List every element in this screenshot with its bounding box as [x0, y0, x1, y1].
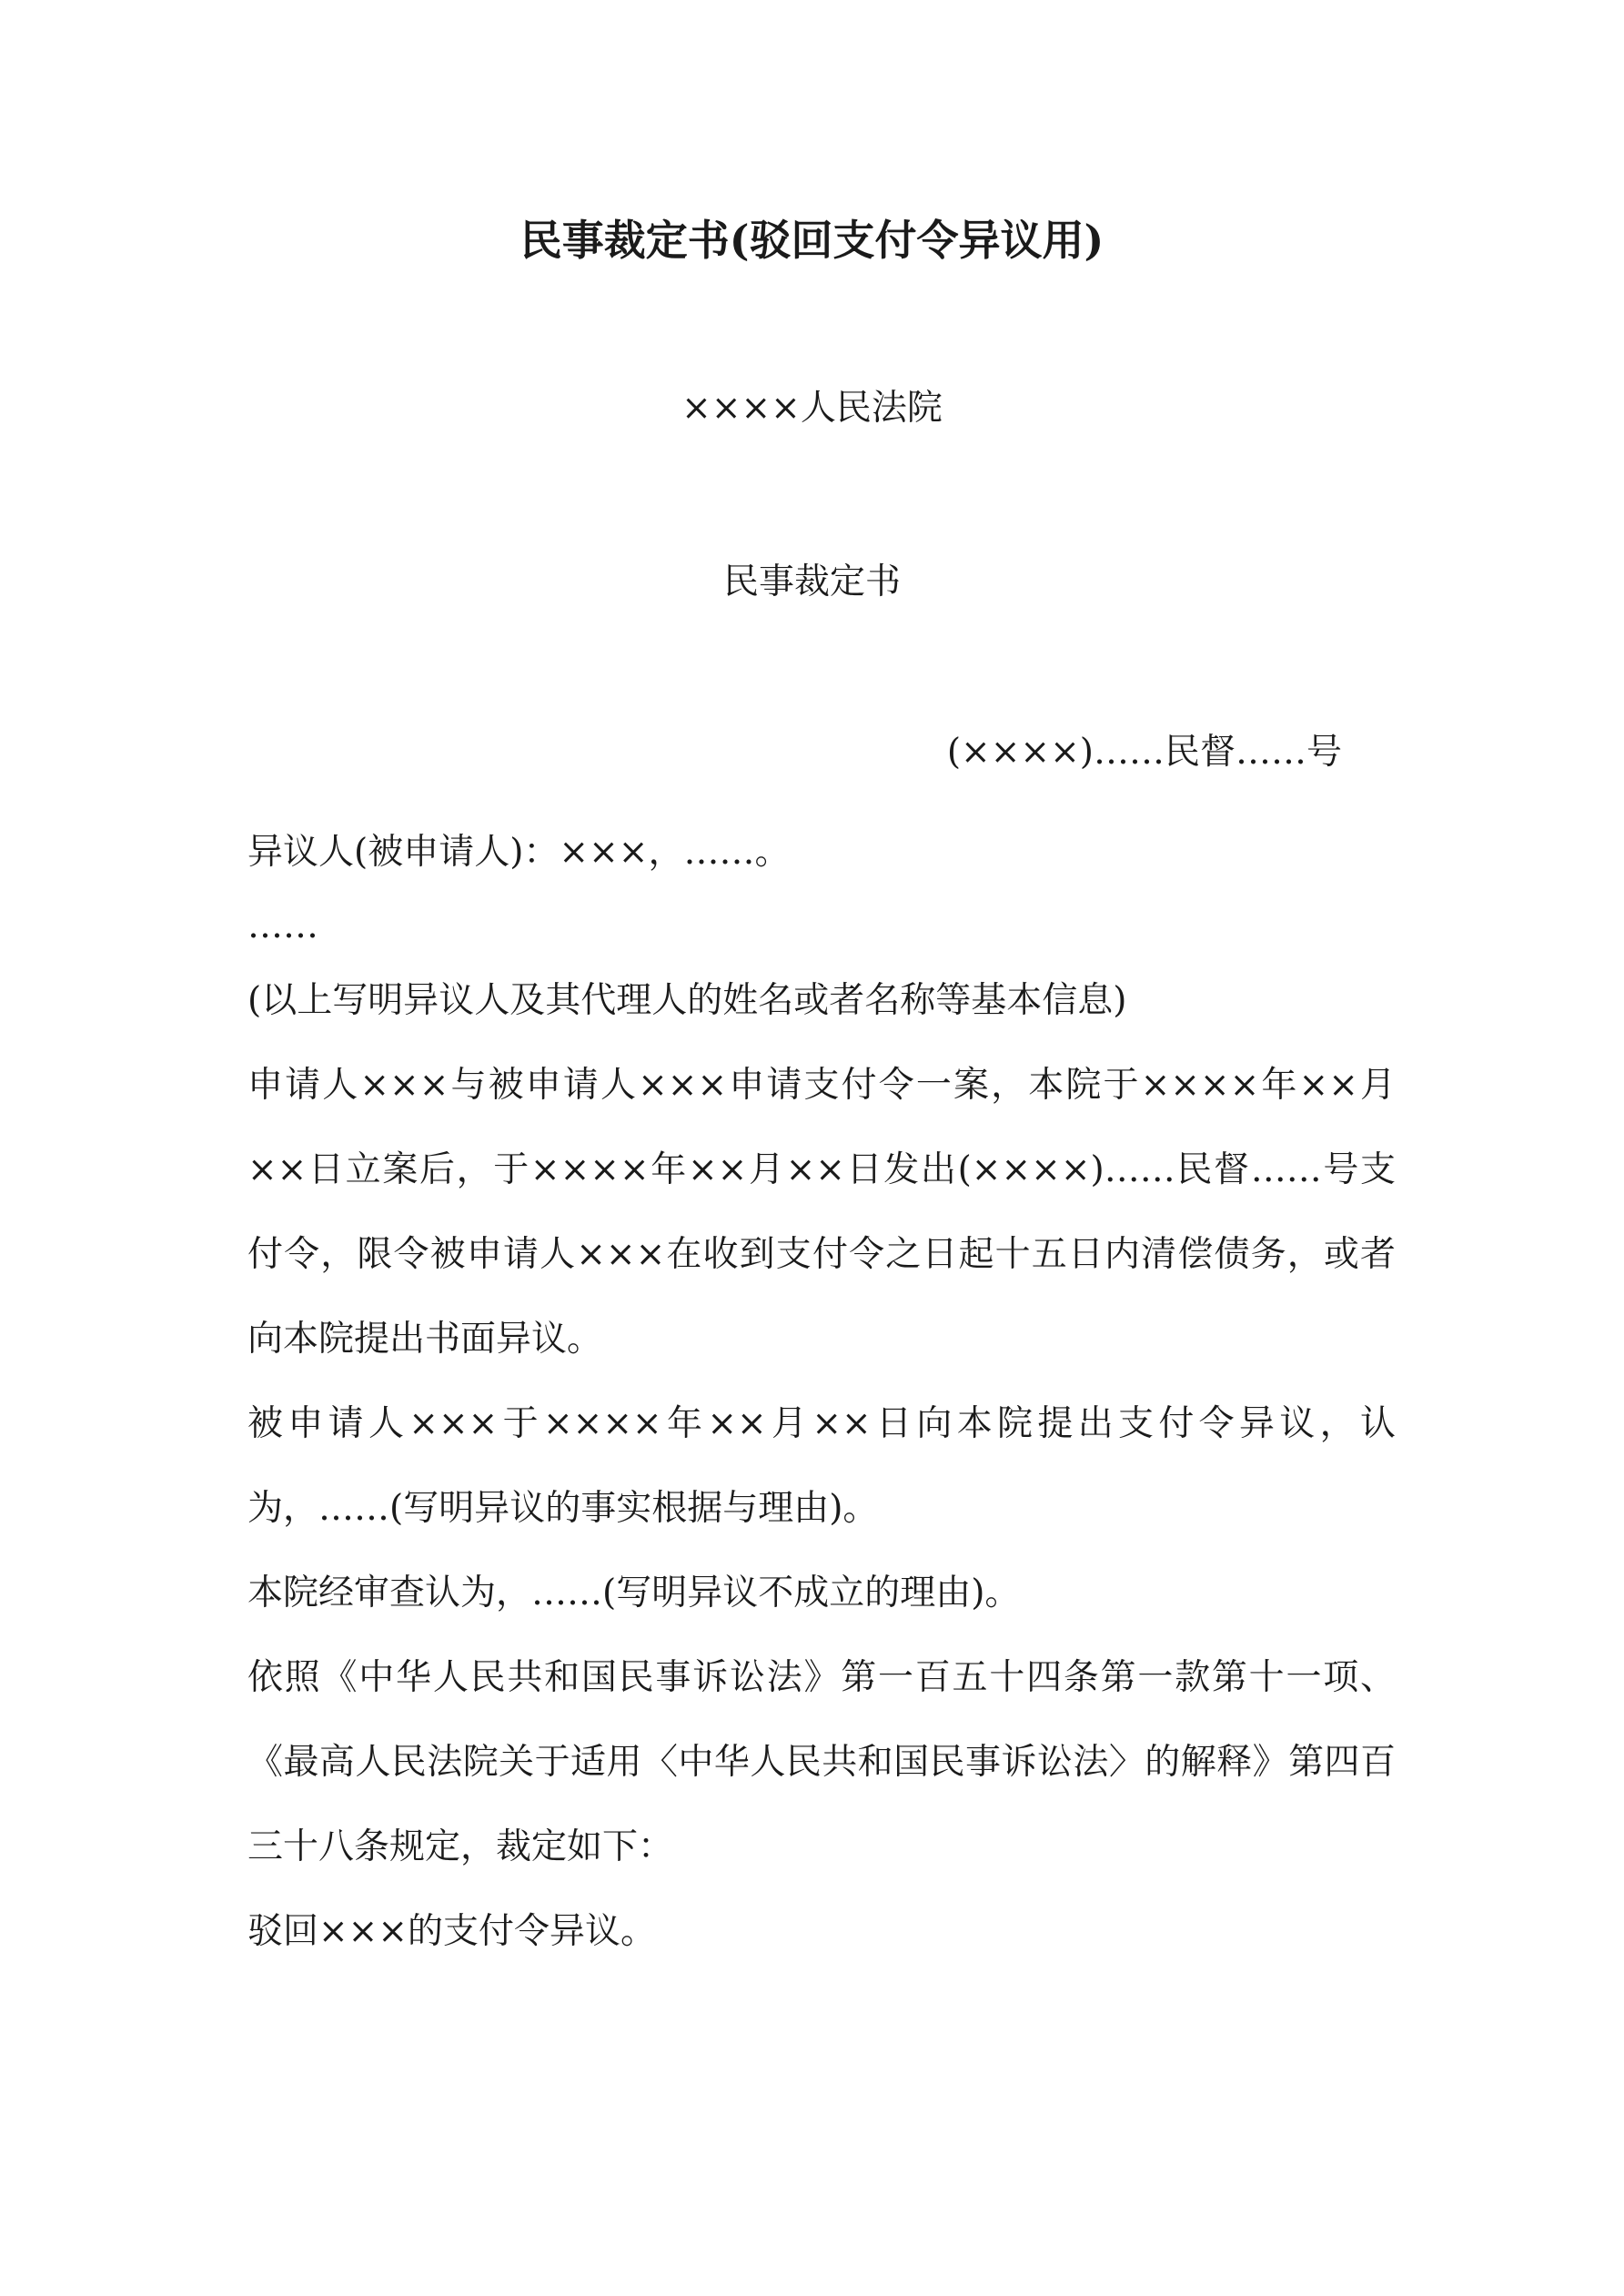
paragraph-court-finding: 本院经审查认为，……(写明异议不成立的理由)。: [247, 1573, 1021, 1613]
document-title: 民事裁定书(驳回支付令异议用): [519, 216, 1105, 265]
document-subtitle: 民事裁定书: [722, 561, 901, 602]
paragraph-info-note: (以上写明异议人及其代理人的姓名或者名称等基本信息): [247, 980, 1127, 1021]
paragraph-ellipsis: ……: [247, 905, 318, 946]
paragraph-case-background: 申请人×××与被申请人×××申请支付令一案，本院于××××年××月××日立案后，于××××年××月××日发出(××××)……民督……号支付令，限令被申请人×××在收到支付令之日起十五日内清偿债务，或者向本院提出书面异议。: [247, 1065, 1396, 1360]
paragraph-objection: 被申请人×××于××××年××月××日向本院提出支付令异议，认为，……(写明异议的事实根据与理由)。: [247, 1403, 1396, 1529]
case-number: (××××)……民督……号: [946, 732, 1342, 773]
document-body: [247, 810, 1396, 1974]
paragraph-objector: 异议人(被申请人)：×××，……。: [247, 832, 791, 873]
court-name: ××××人民法院: [681, 388, 943, 429]
paragraph-legal-basis: 依照《中华人民共和国民事诉讼法》第一百五十四条第一款第十一项、《最高人民法院关于适用〈中华人民共和国民事诉讼法〉的解释》第四百三十八条规定，裁定如下：: [247, 1657, 1396, 1867]
paragraph-ruling: 驳回×××的支付令异议。: [247, 1911, 657, 1952]
